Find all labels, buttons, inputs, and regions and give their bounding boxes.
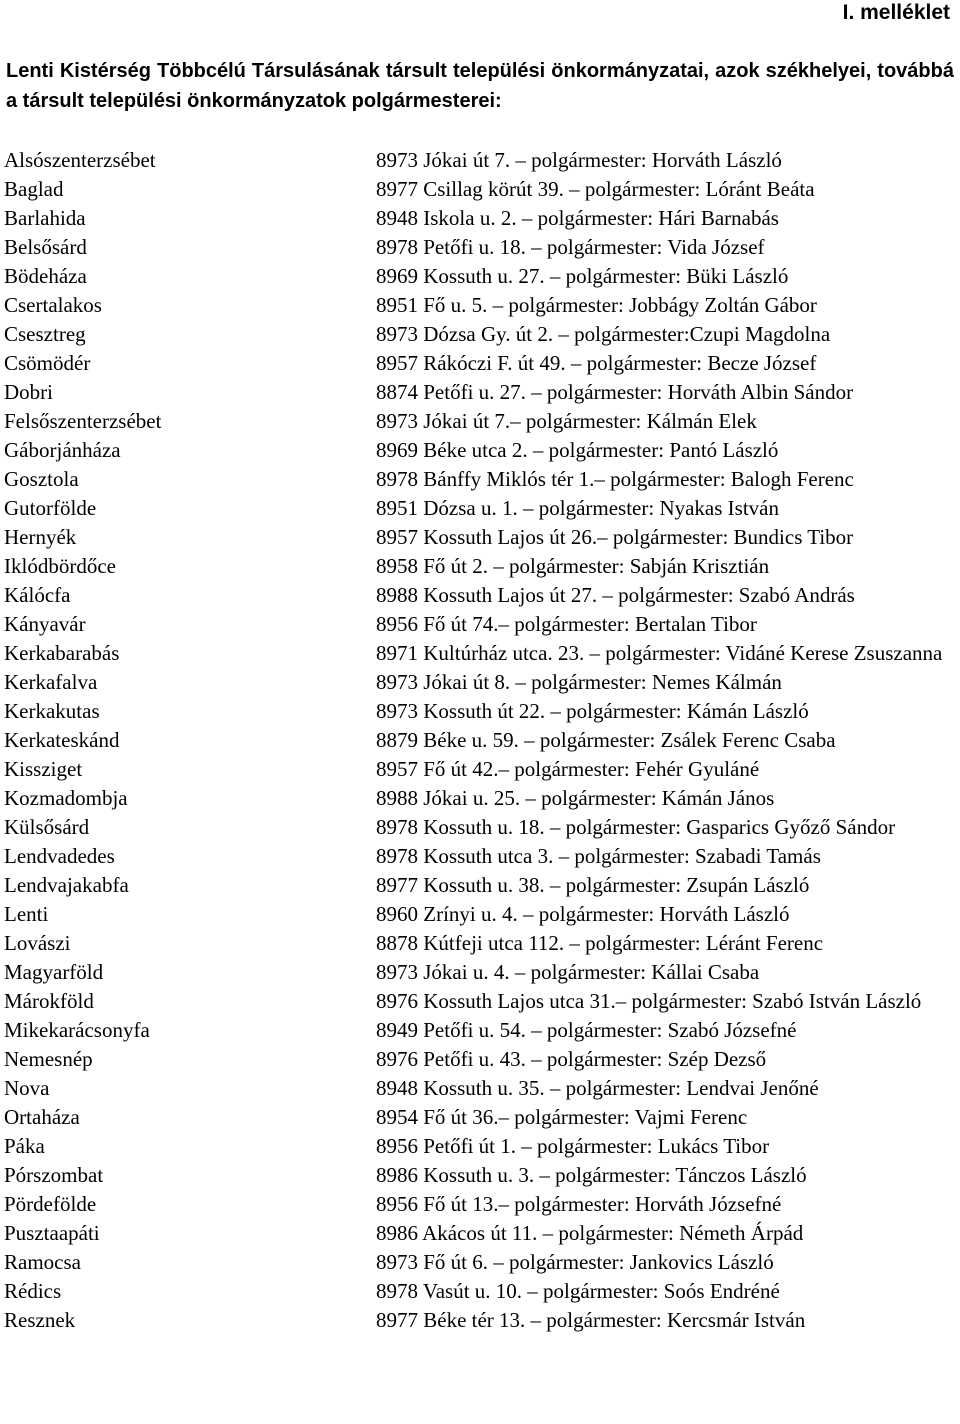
list-item — [4, 1045, 960, 1074]
municipality-name: Ramocsa — [4, 1250, 81, 1274]
address-and-mayor: 8978 Vasút u. 10. – polgármester: Soós Endréné — [376, 1279, 780, 1303]
municipality-name: Kozmadombja — [4, 786, 128, 810]
list-item — [4, 146, 960, 175]
municipality-name: Pördefölde — [4, 1192, 97, 1216]
address-and-mayor: 8986 Kossuth u. 3. – polgármester: Tánczos László — [376, 1163, 807, 1187]
address-and-mayor: 8973 Jókai út 7. – polgármester: Horváth László — [376, 148, 782, 172]
address-and-mayor: 8951 Dózsa u. 1. – polgármester: Nyakas István — [376, 496, 779, 520]
address-and-mayor: 8960 Zrínyi u. 4. – polgármester: Horváth László — [376, 902, 790, 926]
list-item — [4, 813, 960, 842]
list-item — [4, 1190, 960, 1219]
address-and-mayor: 8951 Fő u. 5. – polgármester: Jobbágy Zoltán Gábor — [376, 293, 817, 317]
list-item — [4, 639, 960, 668]
municipality-name: Kányavár — [4, 612, 86, 636]
municipality-name: Nemesnép — [4, 1047, 93, 1071]
municipality-name: Lenti — [4, 902, 49, 926]
list-item — [4, 175, 960, 204]
municipality-name: Kissziget — [4, 757, 83, 781]
intro-heading: Lenti Kistérség Többcélú Társulásának társult települési önkormányzatai, azok székhelyei, továbbá a társult települési önkormányzatok polgármesterei: — [6, 60, 954, 112]
address-and-mayor: 8977 Kossuth u. 38. – polgármester: Zsupán László — [376, 873, 810, 897]
list-item — [4, 1074, 960, 1103]
address-and-mayor: 8977 Csillag körút 39. – polgármester: Lóránt Beáta — [376, 177, 815, 201]
list-item — [4, 610, 960, 639]
list-item — [4, 1306, 960, 1335]
municipality-name: Resznek — [4, 1308, 76, 1332]
address-and-mayor: 8976 Kossuth Lajos utca 31.– polgármester: Szabó István László — [376, 989, 922, 1013]
address-and-mayor: 8973 Jókai út 8. – polgármester: Nemes Kálmán — [376, 670, 782, 694]
address-and-mayor: 8973 Jókai út 7.– polgármester: Kálmán Elek — [376, 409, 757, 433]
list-item — [4, 552, 960, 581]
municipality-name: Barlahida — [4, 206, 86, 230]
list-item — [4, 987, 960, 1016]
list-item — [4, 1016, 960, 1045]
municipality-name: Kálócfa — [4, 583, 71, 607]
list-item — [4, 755, 960, 784]
list-item — [4, 581, 960, 610]
address-and-mayor: 8973 Dózsa Gy. út 2. – polgármester:Czupi Magdolna — [376, 322, 831, 346]
municipality-name: Magyarföld — [4, 960, 104, 984]
list-item — [4, 204, 960, 233]
list-item — [4, 842, 960, 871]
list-item — [4, 436, 960, 465]
address-and-mayor: 8878 Kútfeji utca 112. – polgármester: Léránt Ferenc — [376, 931, 824, 955]
municipality-name: Mikekarácsonyfa — [4, 1018, 150, 1042]
municipality-name: Csömödér — [4, 351, 91, 375]
municipality-name: Márokföld — [4, 989, 94, 1013]
list-item — [4, 1103, 960, 1132]
municipality-name: Lendvadedes — [4, 844, 115, 868]
list-item — [4, 1161, 960, 1190]
list-item — [4, 291, 960, 320]
list-item — [4, 320, 960, 349]
municipality-name: Pórszombat — [4, 1163, 104, 1187]
address-and-mayor: 8954 Fő út 36.– polgármester: Vajmi Ferenc — [376, 1105, 748, 1129]
municipality-name: Gutorfölde — [4, 496, 97, 520]
municipality-name: Gosztola — [4, 467, 79, 491]
address-and-mayor: 8958 Fő út 2. – polgármester: Sabján Krisztián — [376, 554, 770, 578]
address-and-mayor: 8957 Kossuth Lajos út 26.– polgármester: Bundics Tibor — [376, 525, 854, 549]
address-and-mayor: 8957 Fő út 42.– polgármester: Fehér Gyuláné — [376, 757, 760, 781]
address-and-mayor: 8879 Béke u. 59. – polgármester: Zsálek Ferenc Csaba — [376, 728, 836, 752]
address-and-mayor: 8977 Béke tér 13. – polgármester: Kercsmár István — [376, 1308, 806, 1332]
list-item — [4, 1248, 960, 1277]
list-item — [4, 407, 960, 436]
address-and-mayor: 8969 Béke utca 2. – polgármester: Pantó László — [376, 438, 779, 462]
address-and-mayor: 8957 Rákóczi F. út 49. – polgármester: Becze József — [376, 351, 817, 375]
list-item — [4, 668, 960, 697]
municipality-name: Csertalakos — [4, 293, 102, 317]
municipality-name: Pusztaapáti — [4, 1221, 100, 1245]
list-item — [4, 262, 960, 291]
address-and-mayor: 8986 Akácos út 11. – polgármester: Németh Árpád — [376, 1221, 804, 1245]
list-item — [4, 349, 960, 378]
municipality-name: Lendvajakabfa — [4, 873, 129, 897]
municipality-name: Baglad — [4, 177, 64, 201]
address-and-mayor: 8988 Kossuth Lajos út 27. – polgármester: Szabó András — [376, 583, 855, 607]
address-and-mayor: 8988 Jókai u. 25. – polgármester: Kámán János — [376, 786, 775, 810]
list-item — [4, 900, 960, 929]
list-item — [4, 1219, 960, 1248]
address-and-mayor: 8956 Fő út 74.– polgármester: Bertalan Tibor — [376, 612, 757, 636]
address-and-mayor: 8973 Jókai u. 4. – polgármester: Kállai Csaba — [376, 960, 760, 984]
address-and-mayor: 8948 Iskola u. 2. – polgármester: Hári Barnabás — [376, 206, 779, 230]
municipality-name: Kerkateskánd — [4, 728, 120, 752]
address-and-mayor: 8973 Fő út 6. – polgármester: Jankovics László — [376, 1250, 774, 1274]
address-and-mayor: 8949 Petőfi u. 54. – polgármester: Szabó Józsefné — [376, 1018, 797, 1042]
municipality-name: Kerkafalva — [4, 670, 98, 694]
list-item — [4, 1277, 960, 1306]
address-and-mayor: 8973 Kossuth út 22. – polgármester: Kámán László — [376, 699, 809, 723]
municipality-name: Külsősárd — [4, 815, 90, 839]
list-item — [4, 958, 960, 987]
municipality-name: Bödeháza — [4, 264, 87, 288]
municipality-name: Lovászi — [4, 931, 71, 955]
municipality-list — [4, 146, 960, 1335]
municipality-name: Nova — [4, 1076, 50, 1100]
municipality-name: Kerkabarabás — [4, 641, 120, 665]
list-item — [4, 523, 960, 552]
address-and-mayor: 8978 Kossuth utca 3. – polgármester: Szabadi Tamás — [376, 844, 821, 868]
address-and-mayor: 8874 Petőfi u. 27. – polgármester: Horváth Albin Sándor — [376, 380, 854, 404]
list-item — [4, 233, 960, 262]
address-and-mayor: 8956 Petőfi út 1. – polgármester: Lukács Tibor — [376, 1134, 770, 1158]
address-and-mayor: 8956 Fő út 13.– polgármester: Horváth Józsefné — [376, 1192, 782, 1216]
municipality-name: Rédics — [4, 1279, 62, 1303]
annex-label: I. melléklet — [842, 1, 950, 24]
address-and-mayor: 8978 Kossuth u. 18. – polgármester: Gasparics Győző Sándor — [376, 815, 896, 839]
municipality-name: Páka — [4, 1134, 45, 1158]
municipality-name: Kerkakutas — [4, 699, 100, 723]
municipality-name: Csesztreg — [4, 322, 86, 346]
list-item — [4, 378, 960, 407]
list-item — [4, 726, 960, 755]
list-item — [4, 929, 960, 958]
address-and-mayor: 8948 Kossuth u. 35. – polgármester: Lendvai Jenőné — [376, 1076, 819, 1100]
municipality-name: Hernyék — [4, 525, 77, 549]
municipality-name: Dobri — [4, 380, 53, 404]
list-item — [4, 784, 960, 813]
municipality-name: Felsőszenterzsébet — [4, 409, 162, 433]
address-and-mayor: 8978 Petőfi u. 18. – polgármester: Vida József — [376, 235, 765, 259]
municipality-name: Gáborjánháza — [4, 438, 121, 462]
list-item — [4, 465, 960, 494]
municipality-name: Belsősárd — [4, 235, 87, 259]
municipality-name: Iklódbördőce — [4, 554, 116, 578]
municipality-name: Ortaháza — [4, 1105, 80, 1129]
municipality-name: Alsószenterzsébet — [4, 148, 156, 172]
address-and-mayor: 8971 Kultúrház utca. 23. – polgármester: Vidáné Kerese Zsuszanna — [376, 641, 943, 665]
address-and-mayor: 8976 Petőfi u. 43. – polgármester: Szép Dezső — [376, 1047, 767, 1071]
list-item — [4, 494, 960, 523]
list-item — [4, 871, 960, 900]
address-and-mayor: 8969 Kossuth u. 27. – polgármester: Büki László — [376, 264, 789, 288]
list-item — [4, 697, 960, 726]
list-item — [4, 1132, 960, 1161]
address-and-mayor: 8978 Bánffy Miklós tér 1.– polgármester: Balogh Ferenc — [376, 467, 854, 491]
